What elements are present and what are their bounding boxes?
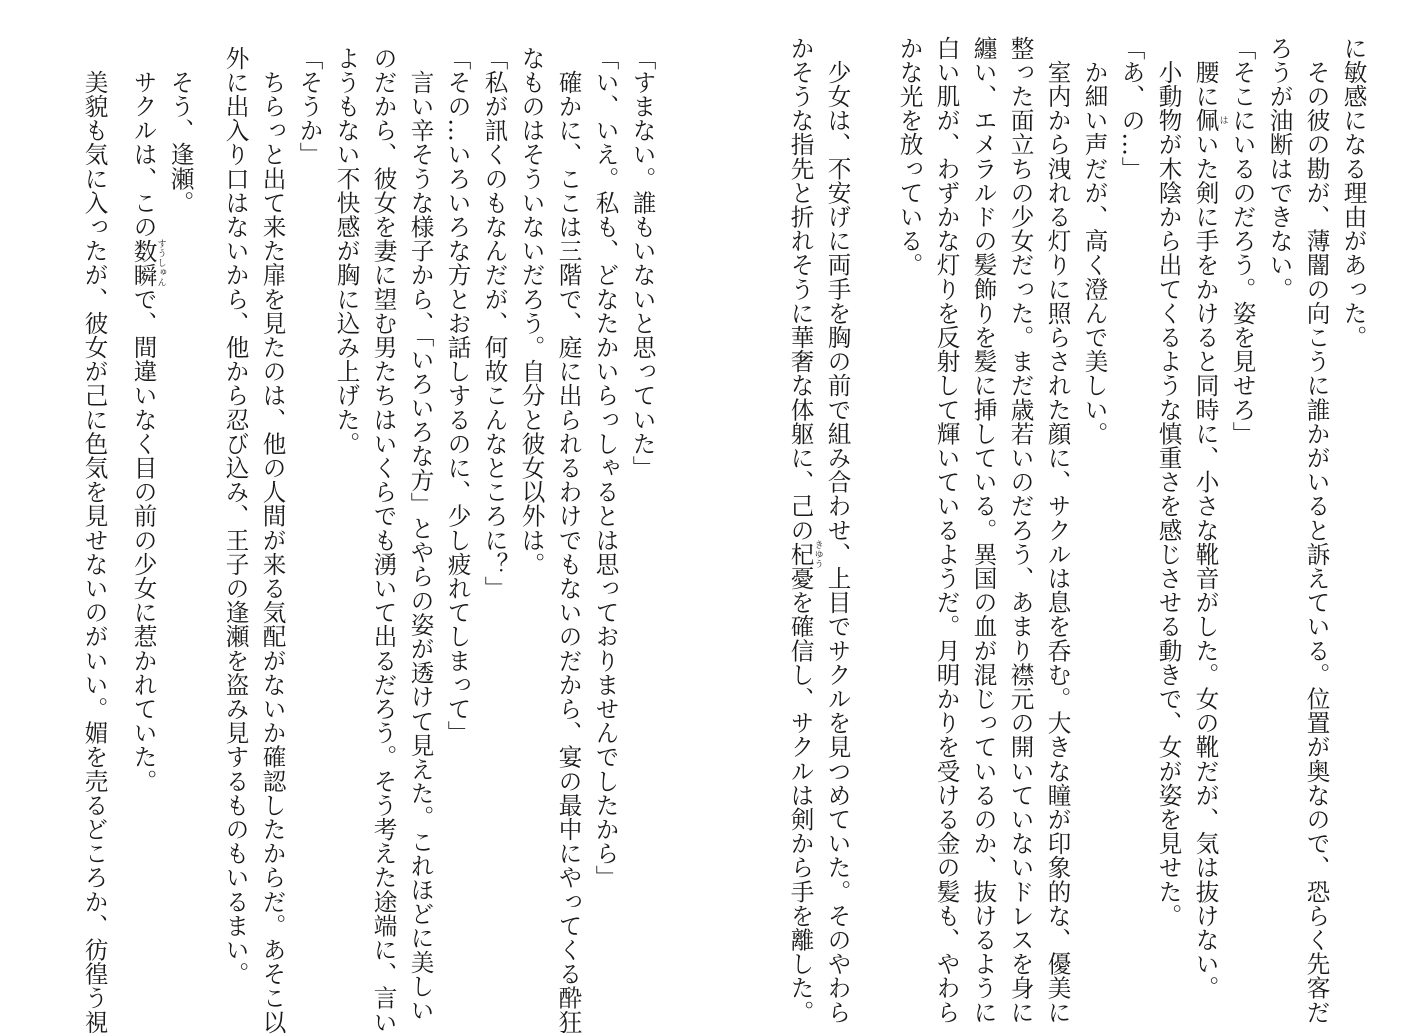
right-page	[707, 0, 1414, 1025]
ruby-text: 杞きゆう	[786, 539, 823, 569]
text-line: に敏感になる理由があった。	[1339, 36, 1368, 350]
text-line: 「い、いえ。私も、どなたかいらっしゃるとは思っておりませんでしたから」	[591, 46, 620, 890]
text-line: 室内から洩れる灯りに照らされた顔に、サクルは息を呑む。大きな瞳が印象的な、優美に	[1043, 36, 1072, 1025]
text-line: 少女は、不安げに両手を胸の前で組み合わせ、上目でサクルを見つめていた。そのやわら	[823, 36, 852, 1025]
ruby-text: 佩は	[1191, 108, 1228, 133]
text-line: のだから、彼女を妻に望む男たちはいくらでも湧いて出るだろう。そう考えた途端に、言い	[369, 46, 398, 1034]
text-line: ちらっと出て来た扉を見たのは、他の人間が来る気配がないか確認したからだ。あそこ以	[258, 46, 287, 1034]
text-line: 「そうか」	[295, 46, 324, 167]
text-line: 「あ、の…」	[1117, 36, 1146, 181]
text-line: 美貌も気に入ったが、彼女が己に色気を見せないのがいい。媚を売るどころか、彷徨う視	[80, 46, 109, 1034]
text-line: 言い辛そうな様子から、「いろいろな方」とやらの姿が透けて見えた。これほどに美しい	[406, 46, 435, 1023]
text-line: かな光を放っている。	[895, 36, 924, 277]
text-line: そう、逢瀬。	[166, 46, 195, 215]
text-line: なものはそういないだろう。自分と彼女以外は。	[517, 46, 546, 577]
text-line: か細い声だが、高く澄んで美しい。	[1080, 36, 1109, 446]
text-line: サクルは、この数瞬すうしゅんで、間違いなく目の前の少女に惹かれていた。	[129, 46, 166, 794]
text-line: 整った面立ちの少女だった。まだ歳若いのだろう、あまり襟元の開いていないドレスを身に	[1006, 36, 1035, 1025]
text-line: 腰に佩はいた剣に手をかけると同時に、小さな靴音がした。女の靴だが、気は抜けない。	[1191, 36, 1228, 1001]
text-line: 「そこにいるのだろう。姿を見せろ」	[1228, 36, 1257, 446]
text-line: 「すまない。誰もいないと思っていた」	[628, 46, 657, 480]
text-line: 「その…いろいろな方とお話しするのに、少し疲れてしまって」	[443, 46, 472, 745]
text-line: 確かに、ここは三階で、庭に出られるわけでもないのだから、宴の最中にやってくる酔狂	[554, 46, 583, 1034]
text-line: ろうが油断はできない。	[1265, 36, 1294, 302]
text-line: ようもない不快感が胸に込み上げた。	[332, 46, 361, 456]
text-line: 纏い、エメラルドの髪飾りを髪に挿している。異国の血が混じっているのか、抜けるように	[969, 36, 998, 1025]
text-line: 白い肌が、わずかな灯りを反射して輝いているようだ。月明かりを受ける金の髪も、やわら	[932, 36, 961, 1025]
ruby-text: 数瞬すうしゅん	[129, 238, 166, 288]
text-line: 外に出入り口はないから、他から忍び込み、王子の逢瀬を盗み見するものもいるまい。	[221, 46, 250, 986]
text-line: かそうな指先と折れそうに華奢な体躯に、己の杞きゆう憂を確信し、サクルは剣から手を離した。	[786, 36, 823, 1025]
text-line: 小動物が木陰から出てくるような慎重さを感じさせる動きで、女が姿を見せた。	[1154, 36, 1183, 928]
text-line: 「私が訊くのもなんだが、何故こんなところに？」	[480, 46, 509, 601]
text-line: その彼の勘が、薄闇の向こうに誰かがいると訴えている。位置が奥なので、恐らく先客だ	[1302, 36, 1331, 1025]
